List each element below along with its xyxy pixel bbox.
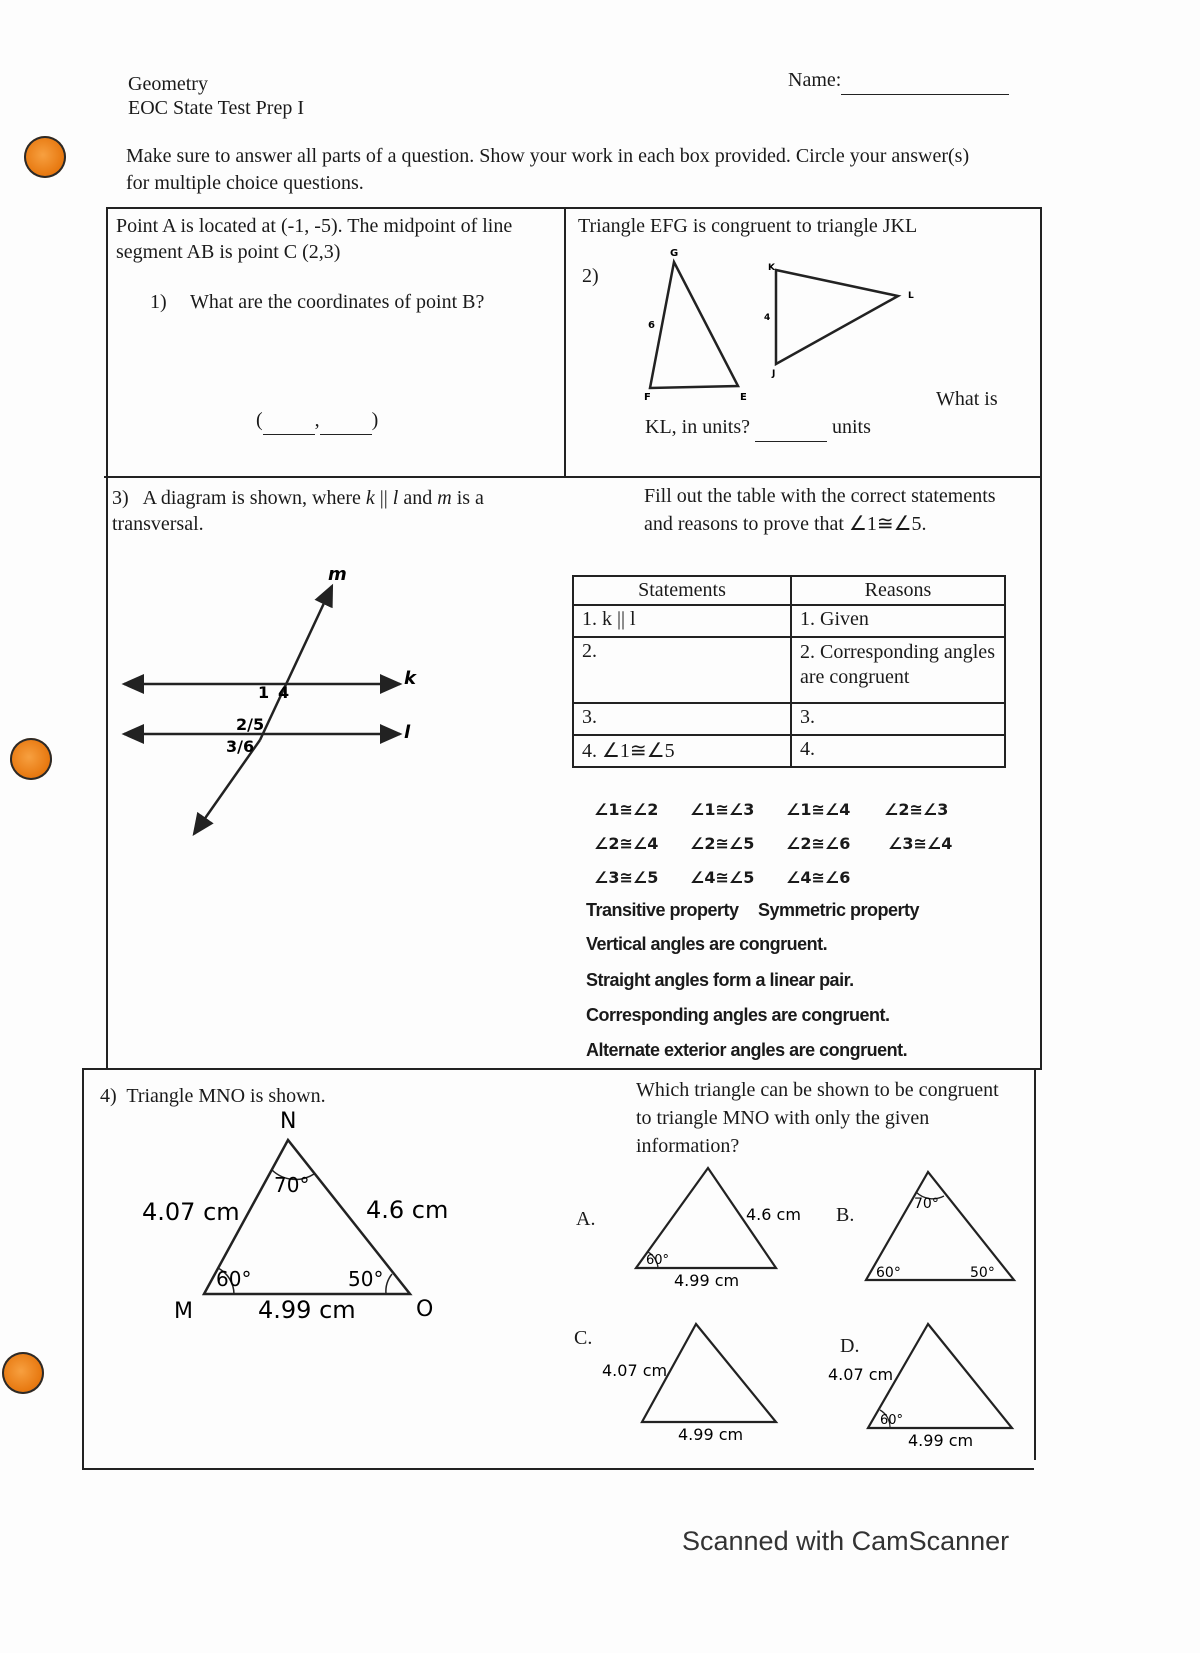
label-four: 4 <box>764 313 771 323</box>
congruent-triangles-figure <box>630 240 930 410</box>
choice-c-letter[interactable]: C. <box>574 1327 593 1349</box>
q4-question-line-2: to triangle MNO with only the given <box>636 1107 930 1129</box>
q1-stem-line-1: Point A is located at (-1, -5). The midpoint of line <box>116 215 513 237</box>
name-field[interactable] <box>841 66 1009 95</box>
reason-option[interactable]: Vertical angles are congruent. <box>586 934 828 954</box>
reason-option[interactable]: Alternate exterior angles are congruent. <box>586 1040 908 1060</box>
reason-option[interactable]: Straight angles form a linear pair. <box>586 970 854 990</box>
reason-1[interactable]: 1. Given <box>791 605 1005 637</box>
side-mo-label: 4.99 cm <box>258 1296 356 1324</box>
q4-question-line-3: information? <box>636 1135 740 1157</box>
proof-table <box>572 575 1006 768</box>
q1-question: What are the coordinates of point B? <box>190 291 485 313</box>
label-k: K <box>768 263 775 273</box>
choice-d-side-bottom: 4.99 cm <box>908 1431 974 1450</box>
triangle-b <box>866 1172 1014 1280</box>
angle-option[interactable]: ∠3≅∠5 <box>594 868 659 887</box>
triangle-jkl <box>776 270 898 364</box>
name-label: Name: <box>788 66 1009 95</box>
choice-b-angle-top: 70° <box>914 1196 939 1212</box>
property-options <box>586 900 919 921</box>
statement-1[interactable]: 1. k || l <box>573 605 791 637</box>
reason-4[interactable]: 4. <box>791 735 1005 767</box>
q1-y-field[interactable] <box>320 406 372 435</box>
choice-a-letter[interactable]: A. <box>576 1208 596 1230</box>
angle-label-4: 4 <box>278 683 290 702</box>
q3-stem-line-2: transversal. <box>112 513 204 535</box>
reason-option[interactable]: Corresponding angles are congruent. <box>586 1005 890 1025</box>
q1-number: 1) <box>150 291 167 313</box>
binder-hole-icon <box>24 136 66 178</box>
vertex-o: O <box>416 1297 434 1322</box>
choice-b-letter[interactable]: B. <box>836 1204 855 1226</box>
reason-3[interactable]: 3. <box>791 703 1005 735</box>
q2-stem: Triangle EFG is congruent to triangle JKL <box>578 215 918 237</box>
choice-d-angle: 60° <box>880 1413 904 1428</box>
binder-hole-icon <box>10 738 52 780</box>
box-divider <box>82 1068 1042 1070</box>
q2-what-is: What is <box>936 388 998 410</box>
angle-label-2-5: 2/5 <box>236 715 265 734</box>
angle-option[interactable]: ∠3≅∠4 <box>888 834 953 853</box>
choice-d-letter[interactable]: D. <box>840 1335 860 1357</box>
choice-c-side-left: 4.07 cm <box>602 1361 668 1380</box>
q1-stem-line-2: segment AB is point C (2,3) <box>116 241 341 263</box>
choice-c-triangle[interactable] <box>598 1318 788 1448</box>
box-border <box>1034 1068 1036 1460</box>
box-border <box>82 1068 84 1470</box>
box-divider <box>104 476 1042 478</box>
transitive-property-option[interactable]: Transitive property <box>586 900 739 920</box>
angle-bank-row-2 <box>594 834 952 853</box>
side-no-label: 4.6 cm <box>366 1196 449 1224</box>
angle-m-label: 60° <box>216 1267 252 1291</box>
label-m: m <box>328 564 347 585</box>
choice-b-angle-right: 50° <box>970 1265 995 1281</box>
angle-arc-o <box>386 1274 392 1294</box>
parallel-lines-diagram <box>118 560 428 850</box>
triangle-efg <box>650 262 738 388</box>
angle-option[interactable]: ∠4≅∠6 <box>786 868 851 887</box>
choice-b-triangle[interactable] <box>860 1166 1030 1290</box>
angle-option[interactable]: ∠2≅∠4 <box>594 834 659 853</box>
label-e: E <box>740 392 747 403</box>
angle-option[interactable]: ∠2≅∠5 <box>690 834 755 853</box>
angle-o-label: 50° <box>348 1267 384 1291</box>
angle-option[interactable]: ∠2≅∠3 <box>884 800 949 819</box>
choice-a-side-right: 4.6 cm <box>746 1205 801 1224</box>
triangle-mno-figure <box>130 1100 460 1330</box>
instructions-line-2: for multiple choice questions. <box>126 172 364 194</box>
choice-a-triangle[interactable] <box>630 1162 840 1292</box>
course-title: Geometry <box>128 73 208 95</box>
angle-option[interactable]: ∠1≅∠3 <box>690 800 755 819</box>
test-subtitle: EOC State Test Prep I <box>128 97 304 119</box>
vertex-m: M <box>174 1299 193 1324</box>
label-k: k <box>404 668 416 689</box>
choice-d-side-left: 4.07 cm <box>828 1365 894 1384</box>
angle-option[interactable]: ∠2≅∠6 <box>786 834 851 853</box>
camscanner-watermark: Scanned with CamScanner <box>682 1526 1010 1556</box>
box-border <box>106 207 1042 209</box>
header-reasons: Reasons <box>791 576 1005 605</box>
statement-3[interactable]: 3. <box>573 703 791 735</box>
angle-n-label: 70° <box>274 1173 310 1197</box>
q2-number: 2) <box>582 265 599 287</box>
reason-2[interactable]: 2. Corresponding angles are congruent <box>791 637 1005 703</box>
side-mn-label: 4.07 cm <box>142 1198 240 1226</box>
angle-label-3-6: 3/6 <box>226 737 255 756</box>
box-border <box>1040 207 1042 1069</box>
label-g: G <box>670 248 679 259</box>
kl-answer-field[interactable] <box>755 413 827 442</box>
q3-fill-line-2: and reasons to prove that ∠1≅∠5. <box>644 513 927 535</box>
box-divider <box>564 207 566 477</box>
label-l: L <box>908 291 914 301</box>
angle-option[interactable]: ∠4≅∠5 <box>690 868 755 887</box>
header-statements: Statements <box>573 576 791 605</box>
angle-bank-row-3 <box>594 868 850 887</box>
box-border <box>82 1468 1034 1470</box>
vertex-n: N <box>280 1109 297 1134</box>
q1-answer: ( , ) <box>256 406 378 435</box>
choice-a-angle: 60° <box>646 1253 670 1268</box>
q3-fill-line-1: Fill out the table with the correct statements <box>644 485 996 507</box>
box-border <box>106 207 108 1069</box>
label-l: l <box>404 722 411 743</box>
instructions-line-1: Make sure to answer all parts of a question. Show your work in each box provided. Circle your answer(s) <box>126 145 970 167</box>
q4-question-line-1: Which triangle can be shown to be congruent <box>636 1079 999 1101</box>
angle-option[interactable]: ∠1≅∠4 <box>786 800 851 819</box>
q3-stem-line-1: 3) A diagram is shown, where k || l and m is a <box>112 487 484 509</box>
label-f: F <box>644 392 651 403</box>
q1-x-field[interactable] <box>263 406 315 435</box>
statement-2[interactable]: 2. <box>573 637 791 703</box>
transversal-m-up <box>260 586 332 740</box>
label-j: J <box>772 369 776 379</box>
statement-4[interactable]: 4. ∠1≅∠5 <box>573 735 791 767</box>
choice-c-side-bottom: 4.99 cm <box>678 1425 744 1444</box>
choice-b-angle-left: 60° <box>876 1265 901 1281</box>
label-six: 6 <box>648 320 655 331</box>
angle-label-1: 1 <box>258 683 270 702</box>
angle-option[interactable]: ∠1≅∠2 <box>594 800 659 819</box>
choice-d-triangle[interactable] <box>824 1318 1024 1452</box>
choice-a-side-bottom: 4.99 cm <box>674 1271 740 1290</box>
angle-bank-row-1 <box>594 800 948 819</box>
binder-hole-icon <box>2 1352 44 1394</box>
q4-stem: 4) Triangle MNO is shown. <box>100 1085 326 1107</box>
symmetric-property-option[interactable]: Symmetric property <box>758 900 920 920</box>
q2-kl-prompt: KL, in units? units <box>645 413 871 442</box>
